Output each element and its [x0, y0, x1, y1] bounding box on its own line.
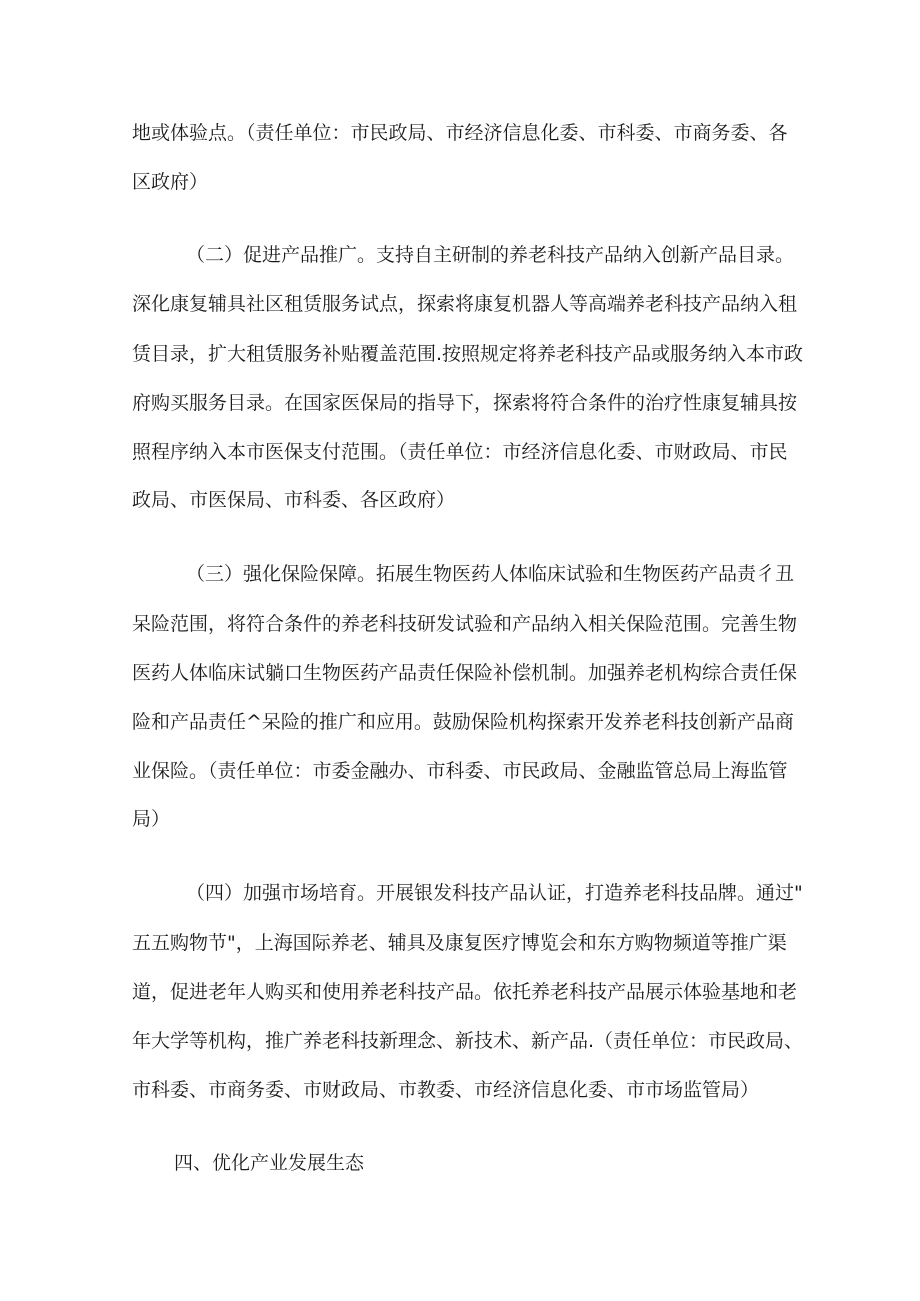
paragraph-3-line-6: 局） [132, 808, 171, 830]
paragraph-3-line-2: 呆险范围，将符合条件的养老科技研发试验和产品纳入相关保险范围。完善生物 [132, 613, 798, 635]
paragraph-3-line-4: 险和产品责任^呆险的推广和应用。鼓励保险机构探索开发养老科技创新产品商 [132, 711, 794, 733]
paragraph-3-line-3: 医药人体临床试躺口生物医药产品责任保险补偿机制。加强养老机构综合责任保 [132, 662, 798, 684]
paragraph-2-line-3: 赁目录，扩大租赁服务补贴覆盖范围.按照规定将养老科技产品或服务纳入本市政 [132, 343, 804, 365]
paragraph-4-line-1: （四）加强市场培育。开展银发科技产品认证，打造养老科技品牌。通过" [186, 882, 803, 904]
paragraph-2-line-2: 深化康复辅具社区租赁服务试点，探索将康复机器人等高端养老科技产品纳入租 [132, 293, 798, 315]
paragraph-4-line-3: 道，促进老年人购买和使用养老科技产品。依托养老科技产品展示体验基地和老 [132, 981, 798, 1003]
paragraph-2-line-4: 府购买服务目录。在国家医保局的指导下，探索将符合条件的治疗性康复辅具按 [132, 392, 798, 414]
section-heading: 四、优化产业发展生态 [174, 1152, 365, 1174]
paragraph-1-line-2: 区政府） [132, 171, 209, 193]
paragraph-2-line-1: （二）促进产品推广。支持自主研制的养老科技产品纳入创新产品目录。 [186, 244, 795, 266]
paragraph-4-line-5: 市科委、市商务委、市财政局、市教委、市经济信息化委、市市场监管局） [132, 1079, 760, 1101]
paragraph-3-line-1: （三）强化保险保障。拓展生物医药人体临床试验和生物医药产品责彳丑 [186, 563, 795, 585]
paragraph-4-line-2: 五五购物节"，上海国际养老、辅具及康复医疗博览会和东方购物频道等推广渠 [132, 932, 787, 954]
paragraph-2-line-5: 照程序纳入本市医保支付范围。（责任单位：市经济信息化委、市财政局、市民 [132, 441, 788, 463]
paragraph-3-line-5: 业保险。（责任单位：市委金融办、市科委、市民政局、金融监管总局上海监管 [132, 760, 788, 782]
paragraph-2-line-6: 政局、市医保局、市科委、各区政府） [132, 489, 456, 511]
paragraph-4-line-4: 年大学等机构，推广养老科技新理念、新技术、新产品.（责任单位：市民政局、 [132, 1030, 804, 1052]
paragraph-1-line-1: 地或体验点。（责任单位：市民政局、市经济信息化委、市科委、市商务委、各 [132, 122, 788, 144]
